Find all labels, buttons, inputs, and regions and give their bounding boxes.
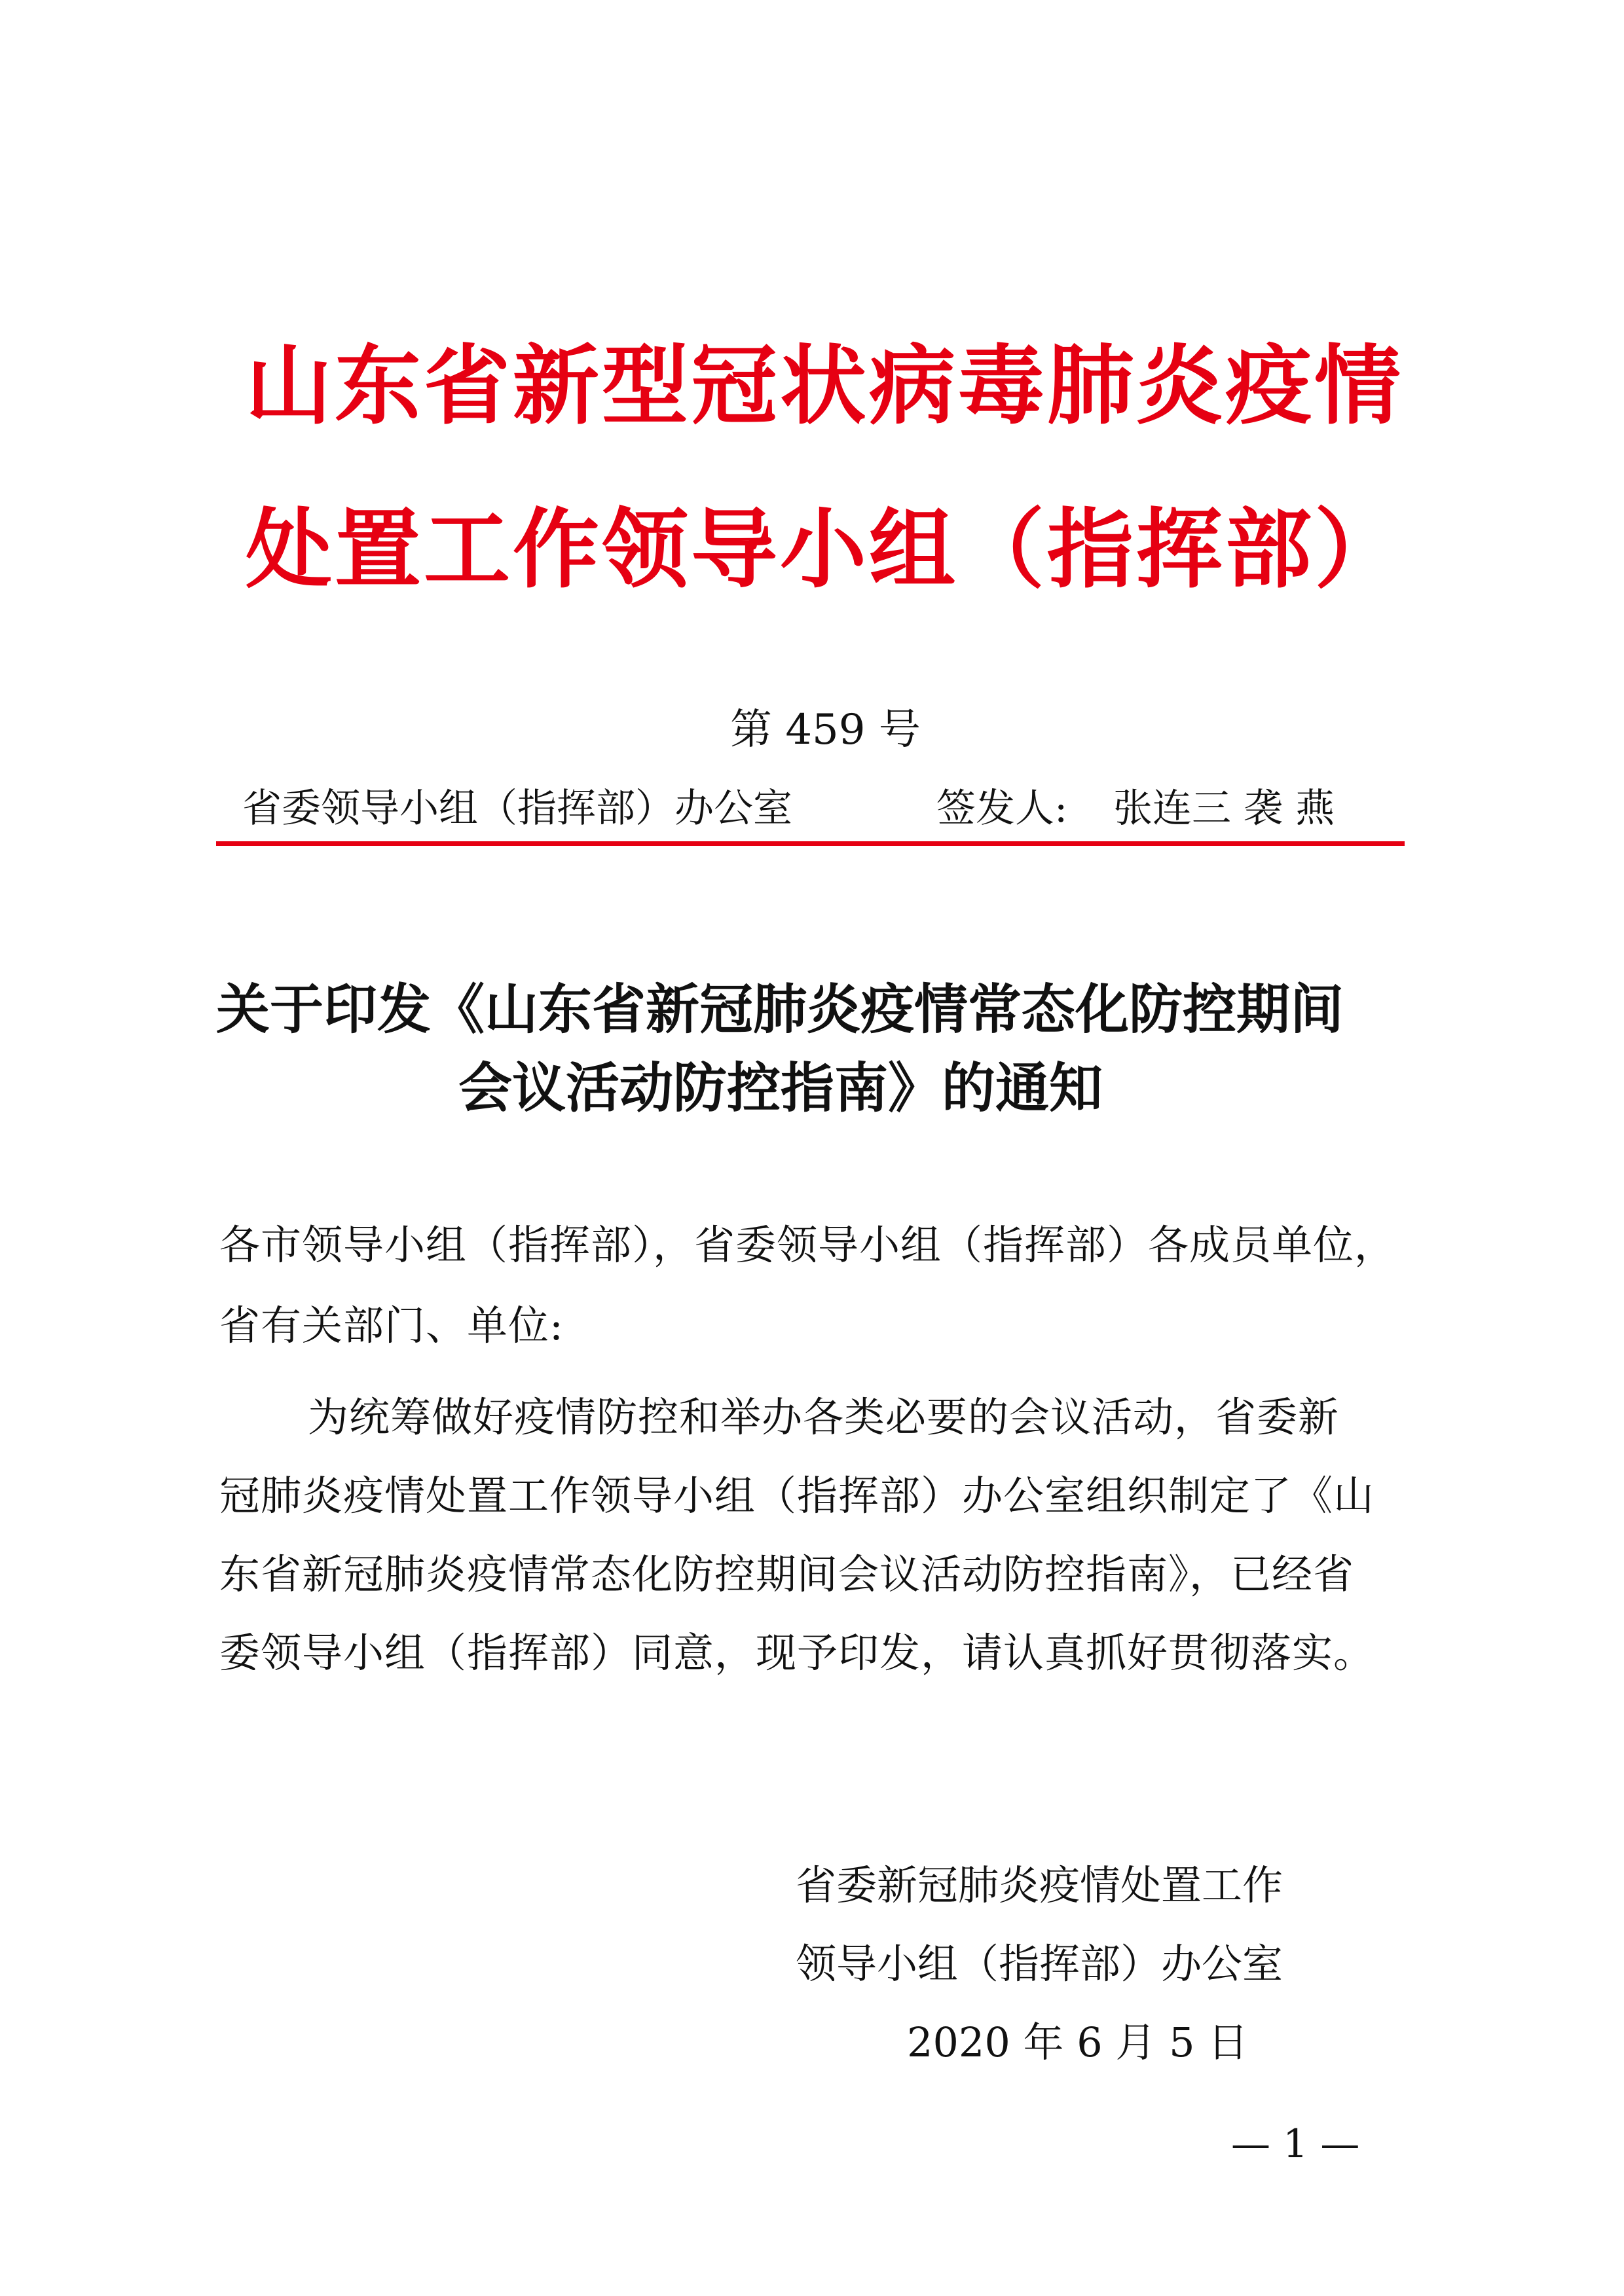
paragraph-line-4: 委领导小组（指挥部）同意，现予印发，请认真抓好贯彻落实。 — [219, 1629, 1375, 1677]
page-number: — 1 — — [1231, 2121, 1360, 2167]
header-divider — [216, 841, 1405, 846]
title-line-1: 关于印发《山东省新冠肺炎疫情常态化防控期间 — [216, 979, 1344, 1041]
recipients-line-2: 省有关部门、单位: — [219, 1302, 564, 1349]
signers: 张连三 袭 燕 — [1113, 786, 1335, 831]
issuer: 省委领导小组（指挥部）办公室 — [242, 786, 792, 831]
paragraph-line-2: 冠肺炎疫情处置工作领导小组（指挥部）办公室组织制定了《山 — [219, 1472, 1375, 1520]
paragraph-line-1: 为统筹做好疫情防控和举办各类必要的会议活动，省委新 — [308, 1393, 1340, 1441]
document-number: 第 459 号 — [730, 706, 921, 754]
header-line-1: 山东省新型冠状病毒肺炎疫情 — [246, 336, 1403, 437]
signature-date: 2020 年 6 月 5 日 — [907, 2018, 1249, 2066]
paragraph-line-3: 东省新冠肺炎疫情常态化防控期间会议活动防控指南》，已经省 — [219, 1550, 1355, 1598]
signer-label: 签发人: — [936, 786, 1068, 831]
signature-line-2: 领导小组（指挥部）办公室 — [796, 1940, 1283, 1988]
recipients-line-1: 各市领导小组（指挥部），省委领导小组（指挥部）各成员单位， — [219, 1221, 1396, 1269]
header-line-2: 处置工作领导小组（指挥部） — [246, 500, 1403, 600]
title-line-2: 会议活动防控指南》的通知 — [458, 1057, 1103, 1120]
signature-line-1: 省委新冠肺炎疫情处置工作 — [796, 1861, 1283, 1909]
